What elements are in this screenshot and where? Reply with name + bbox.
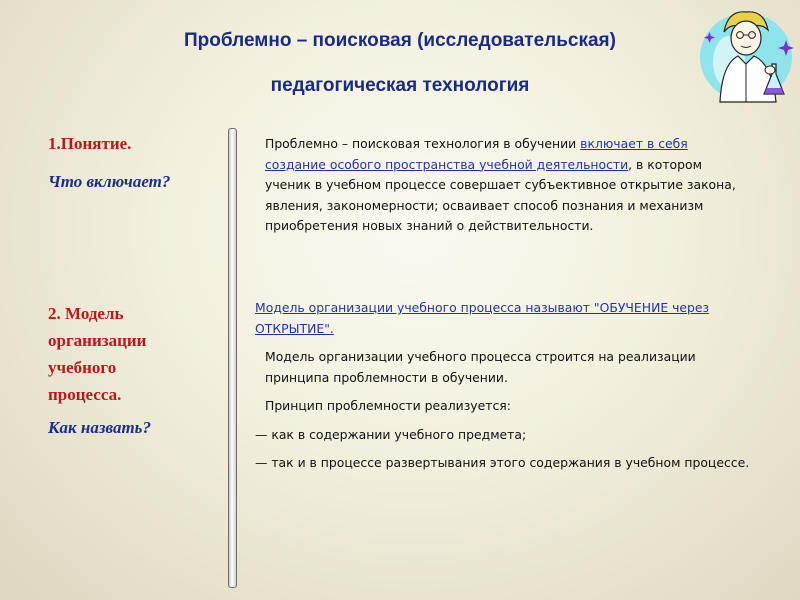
concept-rest: , в котором ученик в учебном процессе совершает субъективное открытие закона, явления, закономерности; осваивает способ познания и механизм приобретения новых знаний о действительности. bbox=[265, 156, 736, 233]
concept-paragraph bbox=[255, 134, 750, 237]
section2-heading-line: 2. Модель bbox=[48, 304, 124, 323]
concept-link[interactable]: включает в себя создание особого пространства учебной деятельности bbox=[265, 136, 688, 172]
vertical-divider bbox=[228, 128, 237, 588]
section2-heading-line: организации bbox=[48, 331, 147, 350]
section2-heading-line: процесса. bbox=[48, 385, 122, 404]
concept-intro: Проблемно – поисковая технология в обучении bbox=[265, 136, 581, 151]
section2-question: Как назвать? bbox=[48, 418, 151, 437]
principle-heading: Принцип проблемности реализуется: bbox=[265, 398, 511, 413]
slide-title-line2: педагогическая технология bbox=[270, 75, 530, 96]
slide-title-line1: Проблемно – поисковая (исследовательская) bbox=[184, 30, 616, 51]
section1-heading: 1.Понятие. bbox=[48, 134, 132, 153]
section2-heading bbox=[48, 300, 146, 408]
scientist-with-flask-icon bbox=[694, 2, 798, 106]
principle-item-2: — так и в процессе развертывания этого содержания в учебном процессе. bbox=[255, 455, 750, 470]
model-section bbox=[255, 298, 750, 474]
model-paragraph: Модель организации учебного процесса строится на реализации принципа проблемности в обучении. bbox=[265, 349, 696, 385]
model-name-link[interactable]: Модель организации учебного процесса называют "ОБУЧЕНИЕ через ОТКРЫТИЕ". bbox=[255, 300, 710, 336]
section2-heading-line: учебного bbox=[48, 358, 117, 377]
principle-item-1: — как в содержании учебного предмета; bbox=[255, 426, 527, 442]
section1-question: Что включает? bbox=[48, 172, 171, 191]
